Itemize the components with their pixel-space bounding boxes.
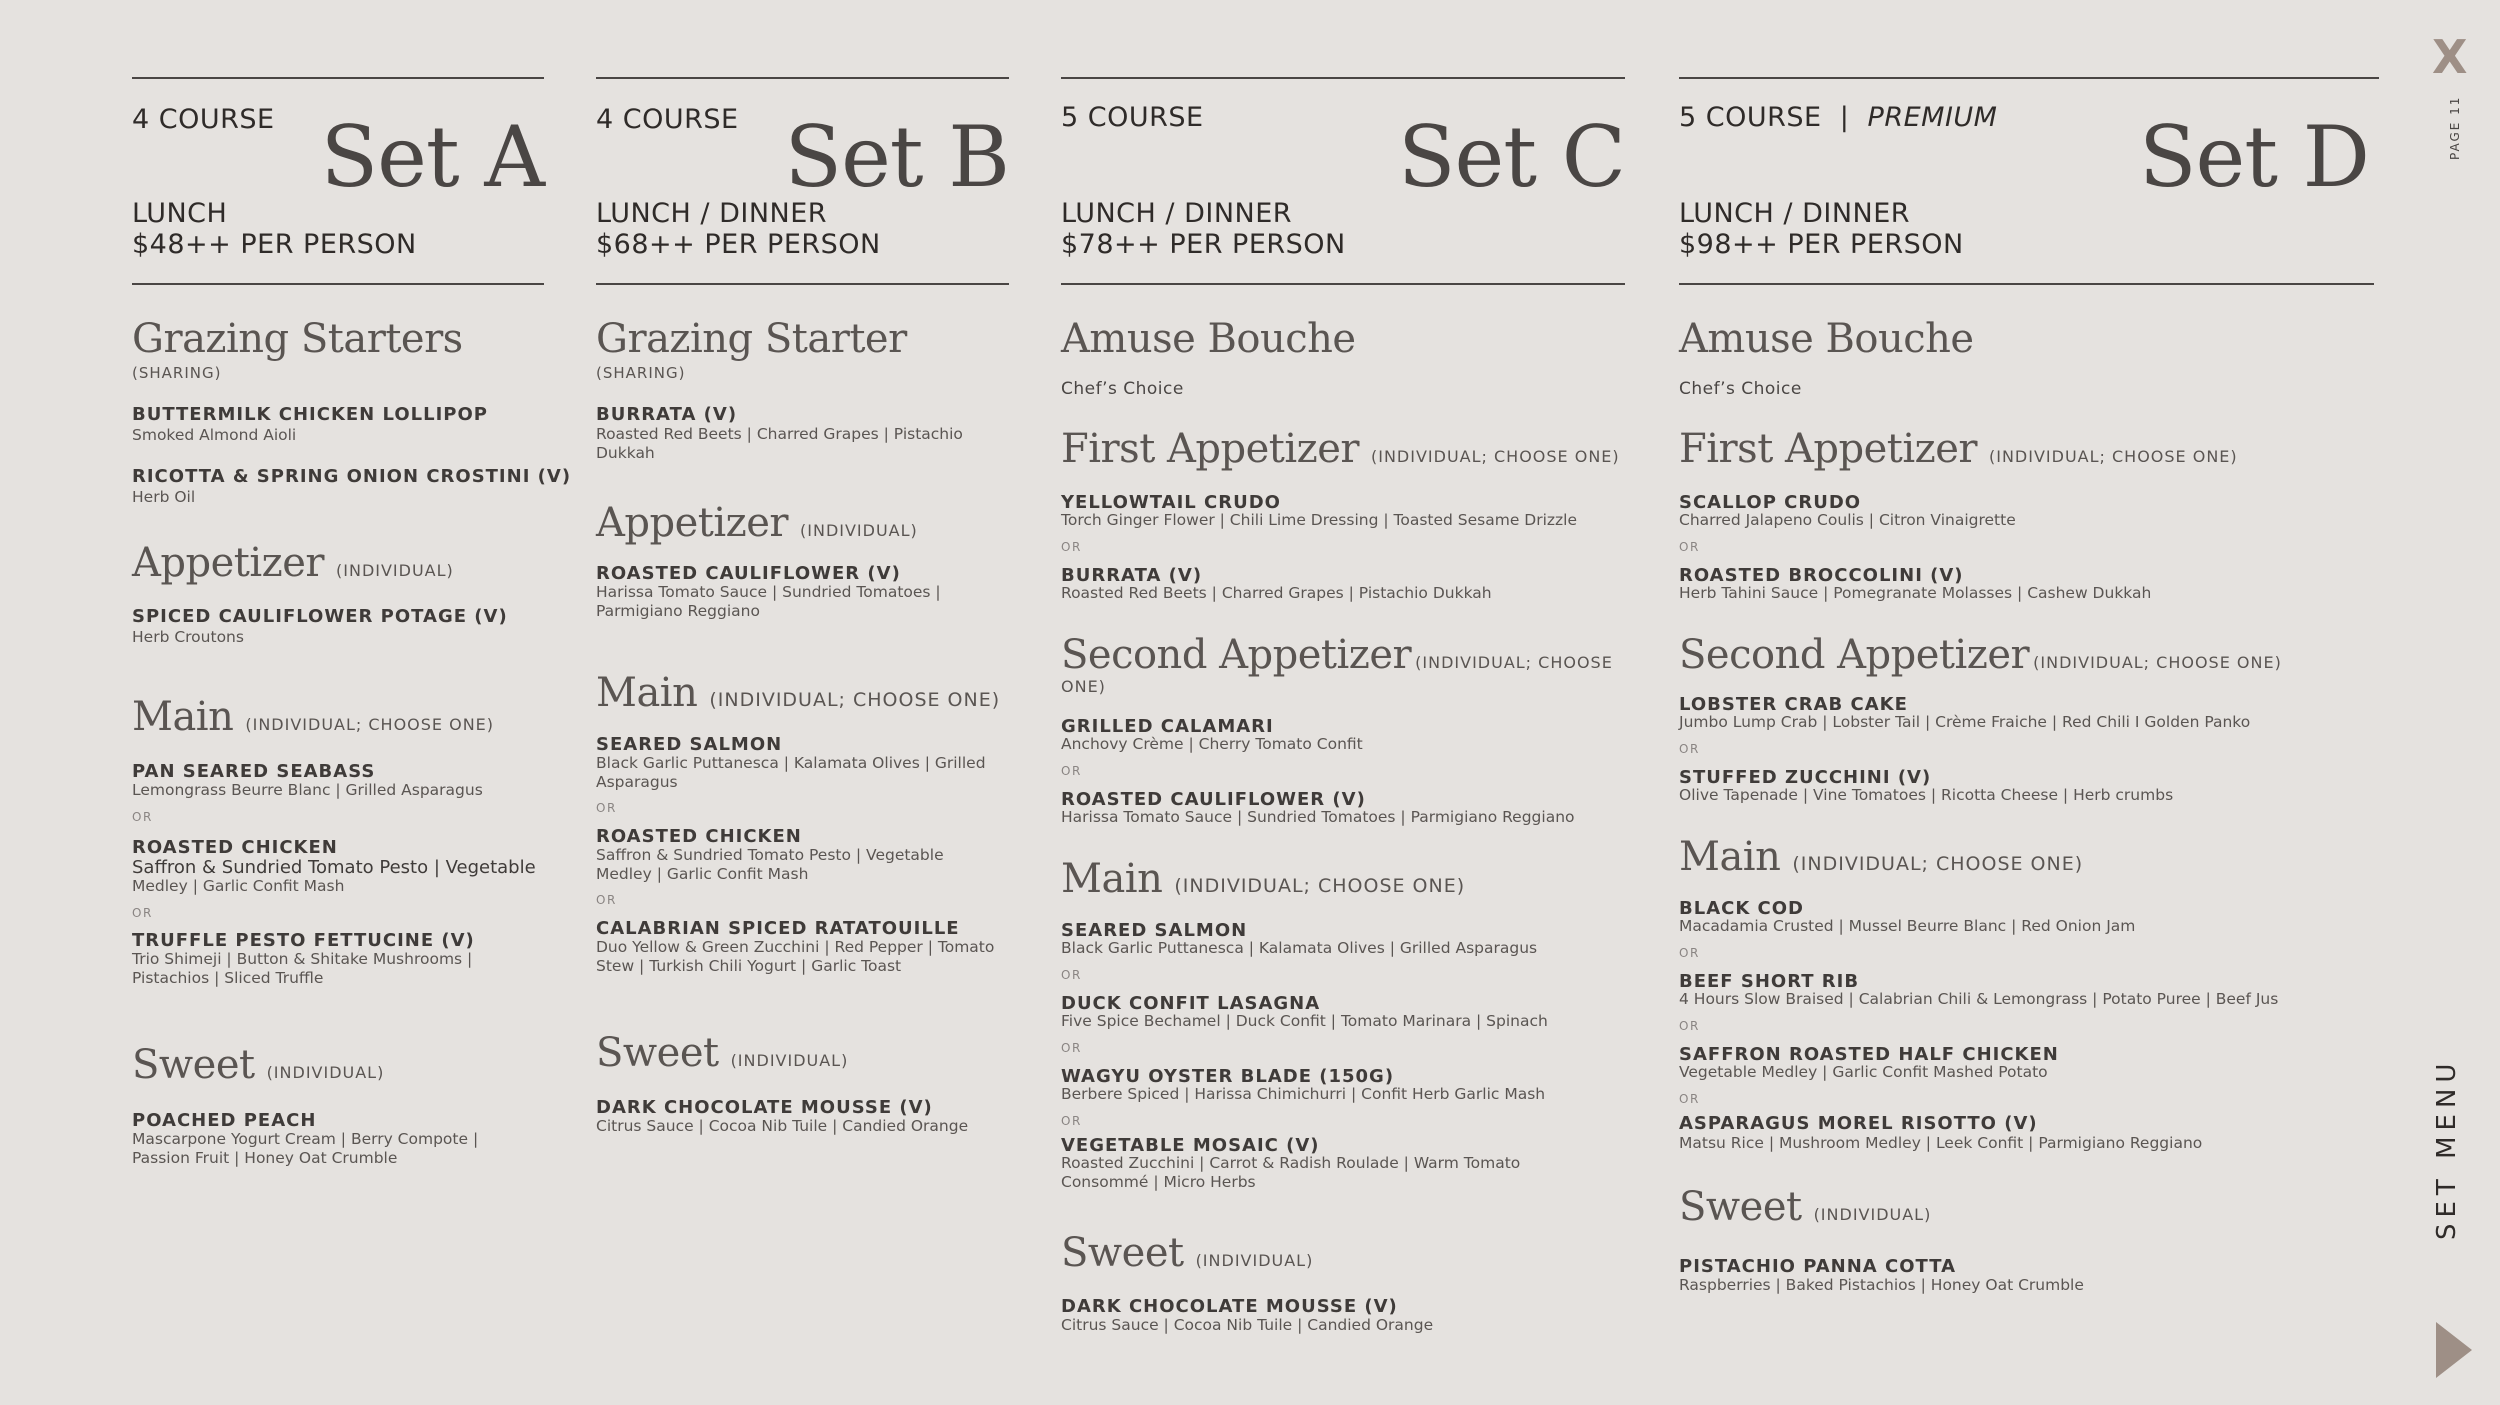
set-d-bottom-rule <box>1679 283 2374 285</box>
set-a-main-note: (INDIVIDUAL; CHOOSE ONE) <box>245 715 495 734</box>
set-c-second-app-title: Second Appetizer <box>1061 632 1412 678</box>
set-c-dish-7: WAGYU OYSTER BLADE (150G) <box>1061 1066 1395 1087</box>
set-b-section-grazing: Grazing Starter <box>596 316 907 362</box>
set-d-title: Set D <box>2138 108 2369 206</box>
set-a-top-rule <box>132 77 544 79</box>
set-c-bottom-rule <box>1061 283 1625 285</box>
set-d-chef-choice: Chef’s Choice <box>1679 379 1802 399</box>
set-b-desc-3: Black Garlic Puttanesca | Kalamata Olives | Grilled Asparagus <box>596 754 986 791</box>
set-a-section-main <box>132 694 494 740</box>
set-b-sweet-note: (INDIVIDUAL) <box>730 1051 849 1070</box>
set-b-sharing-note: (SHARING) <box>596 364 686 382</box>
set-c-dish-5: SEARED SALMON <box>1061 920 1248 941</box>
set-a-dish-6: TRUFFLE PESTO FETTUCINE (V) <box>132 930 475 951</box>
set-b-appetizer-note: (INDIVIDUAL) <box>800 521 918 540</box>
set-d-or-3: OR <box>1679 946 1700 960</box>
set-d-section-main <box>1679 834 2083 880</box>
set-d-desc-7: Vegetable Medley | Garlic Confit Mashed Potato <box>1679 1063 2048 1081</box>
set-b-dish-5: CALABRIAN SPICED RATATOUILLE <box>596 918 960 939</box>
set-c-second-app-note-cont: ONE) <box>1061 677 1106 696</box>
set-d-sweet-title: Sweet <box>1679 1184 1802 1230</box>
set-d-desc-8: Matsu Rice | Mushroom Medley | Leek Confit | Parmigiano Reggiano <box>1679 1134 2203 1152</box>
set-c-dish-9: DARK CHOCOLATE MOUSSE (V) <box>1061 1296 1398 1317</box>
set-b-section-main <box>596 670 1000 716</box>
set-b-desc-6: Citrus Sauce | Cocoa Nib Tuile | Candied Orange <box>596 1117 969 1135</box>
set-d-dish-1: SCALLOP CRUDO <box>1679 492 1862 513</box>
set-d-dish-5: BLACK COD <box>1679 898 1804 919</box>
set-b-dish-3: SEARED SALMON <box>596 734 783 755</box>
set-a-or-1: OR <box>132 810 153 824</box>
set-d-sweet-note: (INDIVIDUAL) <box>1813 1205 1932 1224</box>
set-a-or-2: OR <box>132 906 153 920</box>
set-c-desc-9: Citrus Sauce | Cocoa Nib Tuile | Candied Orange <box>1061 1316 1434 1334</box>
set-d-desc-2: Herb Tahini Sauce | Pomegranate Molasses | Cashew Dukkah <box>1679 584 2152 602</box>
set-d-first-app-note: (INDIVIDUAL; CHOOSE ONE) <box>1989 447 2238 466</box>
set-b-price: $68++ PER PERSON <box>596 229 881 260</box>
set-c-section-first-app <box>1061 426 1620 472</box>
set-c-sweet-title: Sweet <box>1061 1230 1184 1276</box>
set-d-desc-9: Raspberries | Baked Pistachios | Honey Oat Crumble <box>1679 1276 2084 1294</box>
set-a-sweet-note: (INDIVIDUAL) <box>266 1063 385 1082</box>
close-icon[interactable]: X <box>2432 30 2468 84</box>
set-d-top-rule <box>1679 77 2379 79</box>
set-a-desc-5: Medley | Garlic Confit Mash <box>132 877 345 895</box>
set-c-first-app-note: (INDIVIDUAL; CHOOSE ONE) <box>1371 447 1620 466</box>
set-b-main-note: (INDIVIDUAL; CHOOSE ONE) <box>709 689 1001 711</box>
set-c-section-second-app <box>1061 632 1613 678</box>
set-d-or-5: OR <box>1679 1092 1700 1106</box>
set-d-dish-6: BEEF SHORT RIB <box>1679 971 1860 992</box>
page-number: PAGE 11 <box>2448 95 2462 160</box>
set-b-dish-1: BURRATA (V) <box>596 404 738 425</box>
set-b-desc-5: Duo Yellow & Green Zucchini | Red Pepper | Tomato Stew | Turkish Chili Yogurt | Garlic Toast <box>596 938 995 975</box>
set-c-or-3: OR <box>1061 968 1082 982</box>
set-d-second-app-note: (INDIVIDUAL; CHOOSE ONE) <box>2033 653 2282 672</box>
set-d-second-app-title: Second Appetizer <box>1679 632 2030 678</box>
set-b-desc-2: Harissa Tomato Sauce | Sundried Tomatoes | Parmigiano Reggiano <box>596 583 941 620</box>
set-a-dish-7: POACHED PEACH <box>132 1110 317 1131</box>
set-d-price: $98++ PER PERSON <box>1679 229 1964 260</box>
set-a-appetizer-note: (INDIVIDUAL) <box>336 561 454 580</box>
set-b-appetizer-title: Appetizer <box>596 500 789 546</box>
set-d-section-amuse: Amuse Bouche <box>1679 316 1974 362</box>
set-d-desc-3: Jumbo Lump Crab | Lobster Tail | Crème Fraiche | Red Chili I Golden Panko <box>1679 713 2251 731</box>
set-a-desc-3: Herb Croutons <box>132 628 244 646</box>
set-d-desc-1: Charred Jalapeno Coulis | Citron Vinaigrette <box>1679 511 2016 529</box>
set-c-or-2: OR <box>1061 764 1082 778</box>
set-d-dish-2: ROASTED BROCCOLINI (V) <box>1679 565 1964 586</box>
set-c-desc-2: Roasted Red Beets | Charred Grapes | Pistachio Dukkah <box>1061 584 1492 602</box>
set-c-or-4: OR <box>1061 1041 1082 1055</box>
set-d-or-4: OR <box>1679 1019 1700 1033</box>
set-c-section-amuse: Amuse Bouche <box>1061 316 1356 362</box>
set-c-desc-3: Anchovy Crème | Cherry Tomato Confit <box>1061 735 1363 753</box>
set-c-price: $78++ PER PERSON <box>1061 229 1346 260</box>
set-a-desc-5-large: Saffron & Sundried Tomato Pesto | Vegetable <box>132 857 536 878</box>
set-b-meal: LUNCH / DINNER <box>596 198 828 229</box>
set-c-section-main <box>1061 856 1465 902</box>
set-c-desc-7: Berbere Spiced | Harissa Chimichurri | Confit Herb Garlic Mash <box>1061 1085 1546 1103</box>
set-d-first-app-title: First Appetizer <box>1679 426 1977 472</box>
set-a-appetizer-title: Appetizer <box>132 540 325 586</box>
set-a-course: 4 COURSE <box>132 104 275 135</box>
set-b-top-rule <box>596 77 1009 79</box>
set-c-dish-2: BURRATA (V) <box>1061 565 1203 586</box>
set-d-course: 5 COURSE <box>1679 102 1822 133</box>
set-b-dish-6: DARK CHOCOLATE MOUSSE (V) <box>596 1097 933 1118</box>
set-d-dish-7: SAFFRON ROASTED HALF CHICKEN <box>1679 1044 2059 1065</box>
set-d-desc-6: 4 Hours Slow Braised | Calabrian Chili & Lemongrass | Potato Puree | Beef Jus <box>1679 990 2279 1008</box>
set-c-dish-4: ROASTED CAULIFLOWER (V) <box>1061 789 1366 810</box>
set-d-main-title: Main <box>1679 834 1781 880</box>
set-a-dish-2: RICOTTA & SPRING ONION CROSTINI (V) <box>132 466 572 487</box>
set-c-dish-1: YELLOWTAIL CRUDO <box>1061 492 1281 513</box>
set-c-desc-8: Roasted Zucchini | Carrot & Radish Roulade | Warm Tomato Consommé | Micro Herbs <box>1061 1154 1521 1191</box>
set-b-dish-4: ROASTED CHICKEN <box>596 826 802 847</box>
set-d-premium: PREMIUM <box>1867 102 1998 133</box>
set-a-section-appetizer <box>132 540 454 586</box>
set-c-dish-8: VEGETABLE MOSAIC (V) <box>1061 1135 1320 1156</box>
set-b-desc-4: Saffron & Sundried Tomato Pesto | Vegetable Medley | Garlic Confit Mash <box>596 846 944 883</box>
set-b-main-title: Main <box>596 670 698 716</box>
set-a-desc-4: Lemongrass Beurre Blanc | Grilled Asparagus <box>132 781 483 799</box>
set-d-dish-8: ASPARAGUS MOREL RISOTTO (V) <box>1679 1113 2038 1134</box>
set-d-section-second-app <box>1679 632 2282 678</box>
set-a-sweet-title: Sweet <box>132 1042 255 1088</box>
set-c-title: Set C <box>1398 108 1625 206</box>
set-a-dish-3: SPICED CAULIFLOWER POTAGE (V) <box>132 606 508 627</box>
set-a-desc-7: Mascarpone Yogurt Cream | Berry Compote | Passion Fruit | Honey Oat Crumble <box>132 1130 479 1167</box>
set-c-second-app-note: (INDIVIDUAL; CHOOSE <box>1415 653 1613 672</box>
set-a-desc-2: Herb Oil <box>132 488 196 506</box>
set-d-dish-9: PISTACHIO PANNA COTTA <box>1679 1256 1957 1277</box>
set-d-section-sweet <box>1679 1184 1931 1230</box>
set-c-or-1: OR <box>1061 540 1082 554</box>
set-c-desc-1: Torch Ginger Flower | Chili Lime Dressing | Toasted Sesame Drizzle <box>1061 511 1578 529</box>
set-a-dish-5: ROASTED CHICKEN <box>132 837 338 858</box>
set-a-desc-6: Trio Shimeji | Button & Shitake Mushrooms | Pistachios | Sliced Truffle <box>132 950 473 987</box>
set-menu-vertical-title: SET MENU <box>2432 1057 2462 1240</box>
set-b-section-appetizer <box>596 500 918 546</box>
set-b-section-sweet <box>596 1030 848 1076</box>
set-d-course-line <box>1679 102 1997 133</box>
set-c-chef-choice: Chef’s Choice <box>1061 379 1184 399</box>
set-d-desc-5: Macadamia Crusted | Mussel Beurre Blanc | Red Onion Jam <box>1679 917 2136 935</box>
set-c-or-5: OR <box>1061 1114 1082 1128</box>
set-c-desc-5: Black Garlic Puttanesca | Kalamata Olives | Grilled Asparagus <box>1061 939 1538 957</box>
set-b-or-1: OR <box>596 801 617 815</box>
set-b-bottom-rule <box>596 283 1009 285</box>
set-b-title: Set B <box>784 108 1009 206</box>
set-b-or-2: OR <box>596 893 617 907</box>
set-c-main-title: Main <box>1061 856 1163 902</box>
set-d-main-note: (INDIVIDUAL; CHOOSE ONE) <box>1792 853 2084 875</box>
set-c-dish-6: DUCK CONFIT LASAGNA <box>1061 993 1321 1014</box>
set-a-title: Set A <box>320 108 544 206</box>
set-a-price: $48++ PER PERSON <box>132 229 417 260</box>
set-c-sweet-note: (INDIVIDUAL) <box>1195 1251 1314 1270</box>
set-d-meal: LUNCH / DINNER <box>1679 198 1911 229</box>
set-d-desc-4: Olive Tapenade | Vine Tomatoes | Ricotta Cheese | Herb crumbs <box>1679 786 2174 804</box>
set-a-desc-1: Smoked Almond Aioli <box>132 426 297 444</box>
set-a-section-sweet <box>132 1042 384 1088</box>
set-a-dish-1: BUTTERMILK CHICKEN LOLLIPOP <box>132 404 488 425</box>
set-a-sharing-note: (SHARING) <box>132 364 222 382</box>
set-a-bottom-rule <box>132 283 544 285</box>
set-b-dish-2: ROASTED CAULIFLOWER (V) <box>596 563 901 584</box>
set-c-first-app-title: First Appetizer <box>1061 426 1359 472</box>
set-d-dish-4: STUFFED ZUCCHINI (V) <box>1679 767 1932 788</box>
set-c-course: 5 COURSE <box>1061 102 1204 133</box>
set-b-desc-1: Roasted Red Beets | Charred Grapes | Pistachio Dukkah <box>596 425 963 462</box>
set-a-dish-4: PAN SEARED SEABASS <box>132 761 376 782</box>
set-c-top-rule <box>1061 77 1625 79</box>
set-a-meal: LUNCH <box>132 198 228 229</box>
set-d-dish-3: LOBSTER CRAB CAKE <box>1679 694 1908 715</box>
set-a-section-grazing: Grazing Starters <box>132 316 463 362</box>
set-c-desc-4: Harissa Tomato Sauce | Sundried Tomatoes | Parmigiano Reggiano <box>1061 808 1575 826</box>
set-a-main-title: Main <box>132 694 234 740</box>
set-b-sweet-title: Sweet <box>596 1030 719 1076</box>
set-d-or-2: OR <box>1679 742 1700 756</box>
set-d-or-1: OR <box>1679 540 1700 554</box>
set-c-meal: LUNCH / DINNER <box>1061 198 1293 229</box>
set-c-dish-3: GRILLED CALAMARI <box>1061 716 1274 737</box>
set-b-course: 4 COURSE <box>596 104 739 135</box>
set-c-desc-6: Five Spice Bechamel | Duck Confit | Tomato Marinara | Spinach <box>1061 1012 1548 1030</box>
set-c-main-note: (INDIVIDUAL; CHOOSE ONE) <box>1174 875 1466 897</box>
next-page-arrow-icon[interactable] <box>2436 1322 2472 1378</box>
set-c-section-sweet <box>1061 1230 1313 1276</box>
set-d-separator: | <box>1839 102 1850 133</box>
set-d-section-first-app <box>1679 426 2238 472</box>
